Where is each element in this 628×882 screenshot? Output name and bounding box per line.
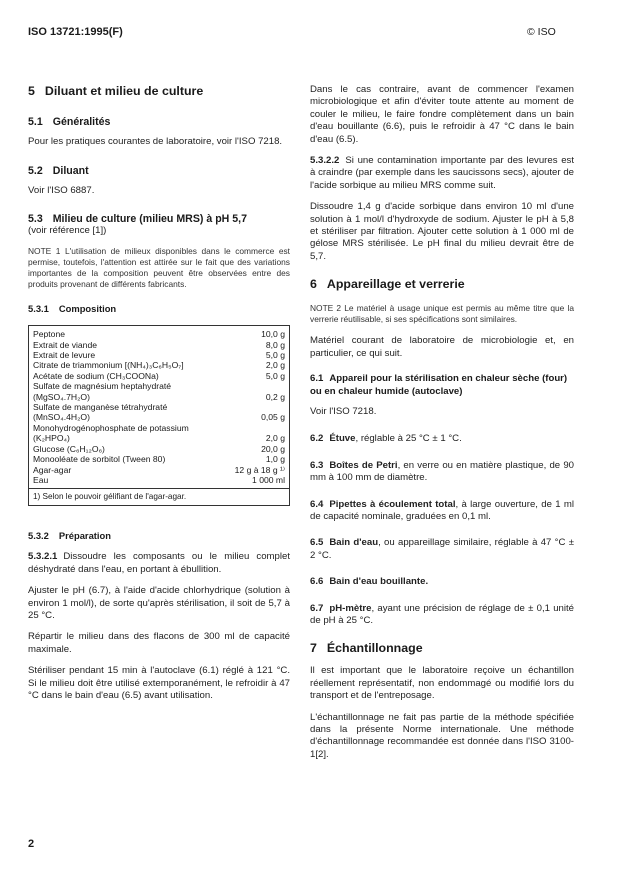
composition-table xyxy=(28,325,290,506)
ingredient-name: Citrate de triammonium [(NH₄)₃C₆H₅O₇] xyxy=(33,360,184,371)
ingredient-amount: 20,0 g xyxy=(261,443,285,454)
section-7-paragraph-1: Il est important que le laboratoire reçoive un échantillon réellement représentatif, non endommagé ou modifié lors du transport et de l'entreposage. xyxy=(310,665,574,702)
table-row xyxy=(33,381,285,391)
table-footnote: 1) Selon le pouvoir gélifiant de l'agar-agar. xyxy=(29,488,289,505)
ingredient-name: Glucose (C₆H₁₂O₆) xyxy=(33,443,105,454)
right-paragraph-materiel: Matériel courant de laboratoire de microbiologie et, en particulier, ce qui suit. xyxy=(310,335,574,359)
table-row xyxy=(33,475,285,485)
ingredient-amount: 0,2 g xyxy=(265,391,285,402)
table-row xyxy=(33,360,285,370)
section-5-3-2-2-text: 5.3.2.2 Si une contamination importante par des levures est à craindre (par exemple dans les saucissons secs), ajouter de l'acide sorbique au milieu MRS comme suit. xyxy=(310,155,574,191)
note-1: NOTE 1 L'utilisation de milieux disponibles dans le commerce est permise, toutefois, l'attention est attirée sur le fait que des variations importantes de la composition peuvent être observées entre des produits provenant de différents fabricants. xyxy=(28,246,290,290)
ingredient-amount: 0,05 g xyxy=(261,412,285,423)
ingredient-amount xyxy=(223,402,285,412)
ingredient-amount: 8,0 g xyxy=(265,339,285,350)
table-row xyxy=(33,371,285,381)
section-5-heading: 5 Diluant et milieu de culture xyxy=(28,84,204,98)
ingredient-name: Sulfate de magnésium heptahydraté xyxy=(33,381,172,392)
section-5-2-text: Voir l'ISO 6887. xyxy=(28,185,95,197)
ingredient-amount: 2,0 g xyxy=(265,360,285,371)
ingredient-name: Extrait de viande xyxy=(33,339,98,350)
note-2: NOTE 2 Le matériel à usage unique est permis au même titre que la verrerie réutilisable, si ses spécifications sont similaires. xyxy=(310,303,574,325)
section-5-3-2-1-text: 5.3.2.1 Dissoudre les composants ou le milieu complet déshydraté dans l'eau, en portant à ébullition. xyxy=(28,551,290,575)
ingredient-amount: 2,0 g xyxy=(265,433,285,444)
header-standard-id: ISO 13721:1995(F) xyxy=(28,26,123,38)
table-row xyxy=(33,423,285,433)
table-row xyxy=(33,454,285,464)
right-column xyxy=(310,84,574,761)
ingredient-name: (MgSO₄.7H₂O) xyxy=(33,391,90,402)
ingredient-name: Eau xyxy=(33,474,49,485)
composition-rows xyxy=(33,329,285,485)
section-6-heading: 6 Appareillage et verrerie xyxy=(310,277,465,292)
ingredient-amount: 5,0 g xyxy=(265,350,285,361)
table-row xyxy=(33,350,285,360)
prep-paragraph-sterilisation: Stériliser pendant 15 min à l'autoclave (6.1) réglé à 121 °C. Si le milieu doit être utilisé extemporanément, le refroidir à 47 °C dans le bain d'eau (6.5) avant utilisation. xyxy=(28,665,290,701)
ingredient-amount: 1,0 g xyxy=(265,454,285,465)
section-5-1-text: Pour les pratiques courantes de laboratoire, voir l'ISO 7218. xyxy=(28,136,283,147)
section-6-5-item: 6.5 Bain d'eau, ou appareillage similaire, réglable à 47 °C ± 2 °C. xyxy=(310,537,574,561)
ingredient-name: Agar-agar xyxy=(33,464,72,475)
ingredient-name: Peptone xyxy=(33,329,66,340)
ingredient-name: Sulfate de manganèse tétrahydraté xyxy=(33,402,168,413)
section-5-1-heading: 5.1 Généralités xyxy=(28,116,111,128)
ingredient-name: (MnSO₄.4H₂O) xyxy=(33,412,90,423)
section-6-1-text: Voir l'ISO 7218. xyxy=(310,405,377,417)
ingredient-name: Monohydrogénophosphate de potassium xyxy=(33,422,189,433)
ingredient-name: (K₂HPO₄) xyxy=(33,433,70,444)
table-row xyxy=(33,412,285,422)
section-5-3-reference: (voir référence [1]) xyxy=(28,224,107,236)
table-row xyxy=(33,392,285,402)
section-5-3-heading: 5.3 Milieu de culture (milieu MRS) à pH 5,7 xyxy=(28,212,247,225)
right-paragraph-fondre: Dans le cas contraire, avant de commencer l'examen microbiologique et afin d'éviter toute attente au moment de couler le milieu, le faire fondre complètement dans un bain d'eau bouillante (6.6), puis le refroidir à 47 °C dans le bain d'eau (6.5). xyxy=(310,84,574,145)
table-row xyxy=(33,340,285,350)
section-7-heading: 7 Échantillonnage xyxy=(310,641,423,656)
section-6-4-item: 6.4 Pipettes à écoulement total, à large ouverture, de 1 ml de capacité nominale, graduées en 0,1 ml. xyxy=(310,498,575,522)
header-copyright: © ISO xyxy=(527,26,556,38)
table-row xyxy=(33,329,285,339)
prep-paragraph-flacons: Répartir le milieu dans des flacons de 300 ml de capacité maximale. xyxy=(28,631,290,655)
ingredient-name: Monooléate de sorbitol (Tween 80) xyxy=(33,454,166,465)
left-column xyxy=(28,84,290,702)
page-number: 2 xyxy=(28,838,35,850)
ingredient-amount: 10,0 g xyxy=(261,329,285,340)
section-6-3-item: 6.3 Boîtes de Petri, en verre ou en matière plastique, de 90 mm à 100 mm de diamètre. xyxy=(310,459,574,484)
right-paragraph-sorbique: Dissoudre 1,4 g d'acide sorbique dans environ 10 ml d'une solution à 1 mol/l d'hydroxyde de sodium. Ajuster le pH à 5,8 et stériliser par filtration. Ajouter cette solution à 1 000 ml de gélose MRS stérilisée. Le pH final du milieu devrait être de 5,7. xyxy=(310,201,574,262)
section-5-3-1-heading: 5.3.1 Composition xyxy=(28,303,117,315)
table-row xyxy=(33,433,285,443)
section-6-1-heading: 6.1 Appareil pour la stérilisation en chaleur sèche (four) ou en chaleur humide (autoclave) xyxy=(310,373,568,397)
ingredient-amount: 5,0 g xyxy=(265,370,285,381)
table-row xyxy=(33,444,285,454)
table-row xyxy=(33,465,285,475)
ingredient-amount: 12 g à 18 g ¹⁾ xyxy=(234,464,285,475)
section-6-2-item: 6.2 Étuve, réglable à 25 °C ± 1 °C. xyxy=(310,433,462,445)
section-6-7-item: 6.7 pH-mètre, ayant une précision de réglage de ± 0,1 unité de pH à 25 °C. xyxy=(310,602,574,626)
section-7-paragraph-2: L'échantillonnage ne fait pas partie de la méthode spécifiée dans la présente Norme internationale. Une méthode d'échantillonnage recommandée est donnée dans l'ISO 3100-1[2]. xyxy=(310,711,574,760)
ingredient-name: Acétate de sodium (CH₃COONa) xyxy=(33,370,159,381)
ingredient-amount: 1 000 ml xyxy=(252,474,285,485)
ingredient-amount xyxy=(223,423,285,433)
section-5-3-2-heading: 5.3.2 Préparation xyxy=(28,530,111,542)
section-6-6-item: 6.6 Bain d'eau bouillante. xyxy=(310,576,429,588)
ingredient-amount xyxy=(223,381,285,391)
prep-paragraph-ph: Ajuster le pH (6.7), à l'aide d'acide chlorhydrique (solution à environ 1 mol/l), de sorte qu'après stérilisation, il soit de 5,7 à 25 °C. xyxy=(28,585,290,621)
table-row xyxy=(33,402,285,412)
section-5-2-heading: 5.2 Diluant xyxy=(28,165,89,178)
ingredient-name: Extrait de levure xyxy=(33,350,96,361)
